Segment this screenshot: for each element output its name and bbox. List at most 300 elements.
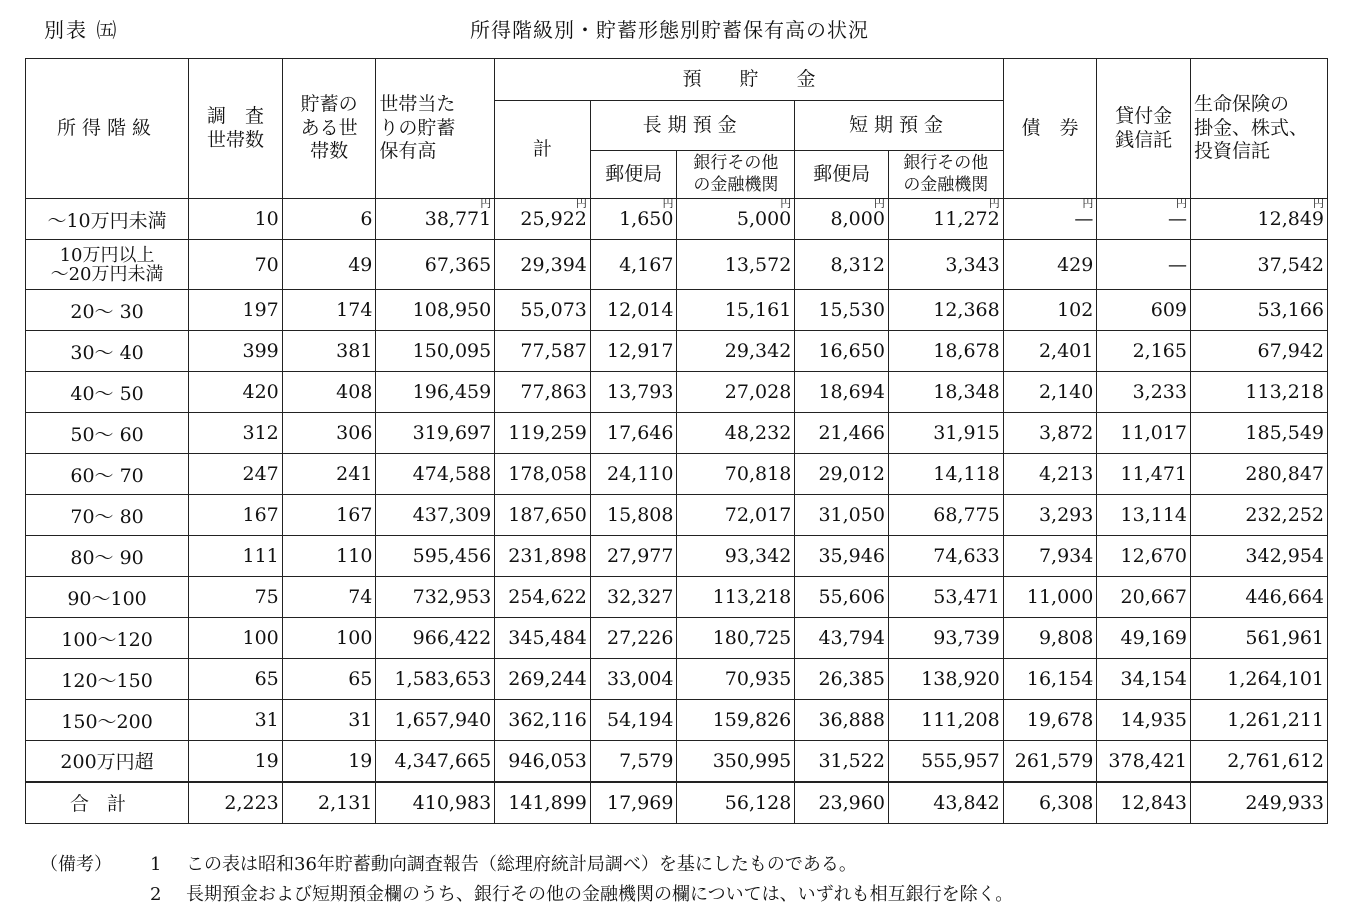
value-text: 429 — [1057, 253, 1094, 276]
value-text: 187,650 — [508, 504, 587, 526]
value-cell — [590, 618, 677, 659]
value-cell — [888, 413, 1003, 454]
value-text: 1,261,211 — [1227, 709, 1324, 731]
value-text: 77,587 — [520, 340, 587, 362]
value-cell — [376, 454, 495, 495]
value-text: 595,456 — [412, 545, 492, 567]
value-text: 1,264,101 — [1227, 668, 1324, 690]
value-cell — [888, 454, 1003, 495]
value-text: 4,213 — [1038, 463, 1094, 485]
value-text: 113,218 — [712, 586, 792, 608]
value-text: 2,131 — [318, 791, 373, 814]
value-cell — [1003, 741, 1097, 782]
value-text: 381 — [336, 340, 373, 362]
value-cell — [1003, 536, 1097, 577]
value-cell — [1003, 372, 1097, 413]
value-cell — [677, 413, 795, 454]
value-cell — [677, 199, 795, 240]
value-text: 2,401 — [1038, 340, 1094, 362]
col-insurance: 生命保険の 掛金、株式、 投資信託 — [1191, 59, 1328, 199]
value-cell — [282, 495, 376, 536]
value-cell — [795, 240, 889, 290]
value-text: 49,169 — [1120, 627, 1187, 649]
income-class-cell: 50～ 60 — [26, 413, 189, 454]
value-text: 8,000 — [830, 208, 885, 230]
table-row — [26, 618, 1328, 659]
value-text: 150,095 — [412, 340, 492, 362]
value-cell — [189, 372, 283, 413]
value-text: 11,017 — [1120, 422, 1187, 444]
value-text: 111,208 — [921, 709, 1000, 731]
value-cell — [282, 413, 376, 454]
value-cell — [1191, 741, 1328, 782]
value-text: 269,244 — [508, 668, 587, 690]
value-cell — [189, 290, 283, 331]
value-text: 93,739 — [933, 627, 1000, 649]
value-text: 6,308 — [1038, 791, 1094, 814]
value-text: 3,343 — [945, 253, 1000, 276]
note-text: この表は昭和36年貯蓄動向調査報告（総理府統計局調べ）を基にしたものである。 — [186, 854, 857, 875]
value-cell — [495, 240, 591, 290]
value-text: 9,808 — [1038, 627, 1094, 649]
value-cell — [376, 700, 495, 741]
value-cell — [795, 413, 889, 454]
value-cell — [590, 536, 677, 577]
value-cell — [677, 454, 795, 495]
value-text: 100 — [336, 627, 373, 649]
value-cell — [795, 372, 889, 413]
col-short-bank-other: 銀行その他 の金融機関 — [888, 151, 1003, 199]
value-cell — [1003, 618, 1097, 659]
table-row — [26, 782, 1328, 824]
value-cell — [1097, 659, 1191, 700]
value-cell — [376, 290, 495, 331]
value-text: 141,899 — [508, 791, 587, 814]
value-cell — [376, 495, 495, 536]
value-cell — [1097, 577, 1191, 618]
value-text: 27,977 — [606, 545, 674, 567]
value-text: 20,667 — [1120, 586, 1187, 608]
value-text: 8,312 — [830, 253, 885, 276]
value-text: 65 — [254, 668, 279, 690]
value-text: 12,368 — [933, 299, 1000, 321]
col-total: 計 — [495, 101, 591, 199]
value-cell — [1191, 536, 1328, 577]
value-cell — [495, 290, 591, 331]
value-cell — [1097, 618, 1191, 659]
value-cell — [495, 536, 591, 577]
value-text: 21,466 — [818, 422, 885, 444]
value-text: 13,793 — [606, 381, 674, 403]
value-cell — [677, 331, 795, 372]
value-text: 319,697 — [412, 422, 492, 444]
value-cell — [376, 577, 495, 618]
value-cell — [282, 454, 376, 495]
value-cell — [189, 741, 283, 782]
value-text: 2,140 — [1038, 381, 1094, 403]
value-cell — [376, 536, 495, 577]
value-text: 345,484 — [508, 627, 587, 649]
value-cell — [590, 577, 677, 618]
col-savings-per-household: 世帯当た りの貯蓄 保有高 — [376, 59, 495, 199]
value-text: 420 — [242, 381, 279, 403]
value-cell — [888, 331, 1003, 372]
value-cell — [1003, 700, 1097, 741]
value-cell — [1003, 659, 1097, 700]
value-cell — [1097, 700, 1191, 741]
value-cell — [1003, 290, 1097, 331]
value-text: 18,348 — [933, 381, 1000, 403]
value-cell — [590, 372, 677, 413]
value-text: 72,017 — [724, 504, 792, 526]
value-cell — [189, 618, 283, 659]
col-bonds: 債 券 — [1003, 59, 1097, 199]
value-text: 53,166 — [1257, 299, 1324, 321]
value-cell — [677, 782, 795, 824]
notes — [40, 850, 1013, 910]
value-cell — [888, 240, 1003, 290]
table-row — [26, 331, 1328, 372]
value-text: 111 — [242, 545, 279, 567]
value-text: 11,471 — [1120, 463, 1187, 485]
value-cell — [495, 741, 591, 782]
value-cell — [376, 372, 495, 413]
value-text: 561,961 — [1245, 627, 1324, 649]
unit-mark: 円 — [480, 197, 492, 210]
value-cell — [495, 577, 591, 618]
value-text: 36,888 — [818, 709, 885, 731]
value-cell — [888, 199, 1003, 240]
value-cell — [1097, 413, 1191, 454]
col-deposits-group: 預 貯 金 — [495, 59, 1004, 101]
value-text: 408 — [336, 381, 373, 403]
value-text: 474,588 — [412, 463, 492, 485]
value-text: 4,347,665 — [394, 749, 492, 772]
value-text: 231,898 — [508, 545, 587, 567]
value-cell — [1003, 413, 1097, 454]
value-cell — [282, 331, 376, 372]
value-cell — [795, 741, 889, 782]
value-cell — [590, 659, 677, 700]
value-cell — [495, 331, 591, 372]
page-title: 所得階級別・貯蓄形態別貯蓄保有高の状況 — [470, 18, 869, 42]
value-text: 2,165 — [1132, 340, 1187, 362]
value-cell — [888, 290, 1003, 331]
notes-prefix: （備考） — [40, 854, 112, 875]
value-text: 15,808 — [606, 504, 674, 526]
value-text: 5,000 — [736, 208, 792, 230]
income-class-cell: 60～ 70 — [26, 454, 189, 495]
value-cell — [376, 618, 495, 659]
col-long-bank-other: 銀行その他 の金融機関 — [677, 151, 795, 199]
income-class-cell: 80～ 90 — [26, 536, 189, 577]
value-cell — [590, 331, 677, 372]
unit-mark: 円 — [873, 197, 885, 210]
value-cell — [1003, 495, 1097, 536]
value-cell — [590, 700, 677, 741]
value-cell — [495, 199, 591, 240]
value-cell — [795, 700, 889, 741]
col-surveyed: 調 査 世帯数 — [189, 59, 283, 199]
table-row — [26, 577, 1328, 618]
value-cell — [888, 618, 1003, 659]
table-body — [26, 199, 1328, 824]
value-text: 24,110 — [606, 463, 674, 485]
value-cell — [590, 741, 677, 782]
value-text: 65 — [348, 668, 373, 690]
value-text: 185,549 — [1245, 422, 1324, 444]
income-class-cell: 90～100 — [26, 577, 189, 618]
value-text: 167 — [242, 504, 279, 526]
value-cell — [677, 700, 795, 741]
col-short-term: 短期預金 — [795, 101, 1003, 151]
value-cell — [282, 782, 376, 824]
value-cell — [282, 290, 376, 331]
value-text: 70,818 — [724, 463, 792, 485]
value-cell — [1191, 372, 1328, 413]
value-cell — [795, 577, 889, 618]
value-cell — [1191, 577, 1328, 618]
value-text: 55,073 — [520, 299, 587, 321]
value-cell — [376, 413, 495, 454]
value-text: 2,761,612 — [1227, 749, 1324, 772]
value-text: 11,000 — [1026, 586, 1094, 608]
value-text: 31,050 — [818, 504, 885, 526]
value-cell — [677, 741, 795, 782]
savings-table — [25, 58, 1328, 824]
value-cell — [590, 413, 677, 454]
table-row — [26, 199, 1328, 240]
value-cell — [282, 372, 376, 413]
value-text: 362,116 — [508, 709, 587, 731]
value-cell — [795, 454, 889, 495]
value-cell — [1003, 454, 1097, 495]
income-class-cell: 30～ 40 — [26, 331, 189, 372]
value-cell — [495, 700, 591, 741]
table-row — [26, 741, 1328, 782]
table-row — [26, 495, 1328, 536]
value-text: 16,154 — [1026, 668, 1094, 690]
value-cell — [590, 240, 677, 290]
value-text: 2,223 — [224, 791, 279, 814]
value-cell — [1097, 331, 1191, 372]
note-text: 長期預金および短期預金欄のうち、銀行その他の金融機関の欄については、いずれも相互銀行を除く。 — [186, 884, 1014, 905]
value-cell — [376, 659, 495, 700]
income-class-cell: 10万円以上 ～20万円未満 — [26, 240, 189, 290]
value-cell — [888, 782, 1003, 824]
value-text: 966,422 — [412, 627, 492, 649]
value-cell — [189, 659, 283, 700]
col-with-savings: 貯蓄の ある世 帯数 — [282, 59, 376, 199]
value-cell — [495, 413, 591, 454]
value-text: 25,922 — [520, 208, 587, 230]
income-class-cell: 40～ 50 — [26, 372, 189, 413]
value-cell — [677, 290, 795, 331]
value-text: 247 — [242, 463, 279, 485]
value-text: 19 — [254, 749, 279, 772]
value-text: 174 — [336, 299, 373, 321]
value-text: 43,794 — [818, 627, 885, 649]
value-cell — [1097, 454, 1191, 495]
value-cell — [888, 659, 1003, 700]
value-cell — [795, 331, 889, 372]
value-text: 13,114 — [1120, 504, 1187, 526]
value-text: 67,365 — [424, 253, 492, 276]
value-cell — [1097, 290, 1191, 331]
value-text: 167 — [336, 504, 373, 526]
value-cell — [1191, 700, 1328, 741]
value-cell — [376, 782, 495, 824]
value-text: 306 — [336, 422, 373, 444]
value-text: 197 — [242, 299, 279, 321]
table-row — [26, 372, 1328, 413]
value-text: 67,942 — [1257, 340, 1324, 362]
value-cell — [795, 618, 889, 659]
table-row — [26, 659, 1328, 700]
value-cell — [795, 536, 889, 577]
value-text: 27,226 — [606, 627, 674, 649]
value-cell — [1097, 782, 1191, 824]
value-text: 180,725 — [712, 627, 792, 649]
value-cell — [888, 741, 1003, 782]
value-text: 16,650 — [818, 340, 885, 362]
value-cell — [795, 782, 889, 824]
value-text: 34,154 — [1120, 668, 1187, 690]
value-cell — [677, 659, 795, 700]
value-text: 37,542 — [1257, 253, 1324, 276]
table-row — [26, 240, 1328, 290]
value-text: 119,259 — [508, 422, 587, 444]
col-long-term: 長期預金 — [590, 101, 794, 151]
value-text: — — [1168, 253, 1187, 276]
value-cell — [1191, 413, 1328, 454]
value-cell — [282, 577, 376, 618]
value-cell — [590, 454, 677, 495]
value-cell — [189, 240, 283, 290]
value-cell — [376, 199, 495, 240]
value-text: 18,678 — [933, 340, 1000, 362]
value-text: 19 — [348, 749, 373, 772]
value-text: 609 — [1150, 299, 1187, 321]
value-text: 19,678 — [1026, 709, 1094, 731]
value-text: 196,459 — [412, 381, 492, 403]
value-text: 437,309 — [412, 504, 492, 526]
value-text: 31 — [254, 709, 279, 731]
value-text: 49 — [348, 253, 373, 276]
value-cell — [1097, 240, 1191, 290]
income-class-cell: 合計 — [26, 782, 189, 824]
value-cell — [677, 372, 795, 413]
value-text: 33,004 — [606, 668, 674, 690]
value-text: 159,826 — [712, 709, 792, 731]
value-text: 232,252 — [1245, 504, 1324, 526]
value-cell — [282, 536, 376, 577]
table-row — [26, 290, 1328, 331]
value-text: 70 — [254, 253, 279, 276]
value-text: 12,917 — [606, 340, 674, 362]
unit-mark: 円 — [1176, 197, 1187, 210]
income-class-cell: ～10万円未満 — [26, 199, 189, 240]
value-text: 14,118 — [933, 463, 1000, 485]
value-text: 178,058 — [508, 463, 587, 485]
value-cell — [677, 240, 795, 290]
value-cell — [282, 618, 376, 659]
value-text: 29,394 — [520, 253, 587, 276]
value-text: 555,957 — [921, 749, 1000, 772]
value-cell — [189, 331, 283, 372]
value-text: 446,664 — [1245, 586, 1324, 608]
value-text: 4,167 — [619, 253, 674, 276]
value-text: 68,775 — [933, 504, 1000, 526]
value-text: 312 — [242, 422, 279, 444]
value-cell — [1191, 618, 1328, 659]
value-cell — [888, 700, 1003, 741]
value-text: 15,530 — [818, 299, 885, 321]
value-text: 350,995 — [712, 749, 792, 772]
value-cell — [590, 495, 677, 536]
value-text: 3,233 — [1132, 381, 1187, 403]
value-cell — [888, 372, 1003, 413]
unit-mark: 円 — [575, 197, 587, 210]
value-cell — [282, 240, 376, 290]
value-text: 12,843 — [1120, 791, 1187, 814]
value-text: 75 — [254, 586, 279, 608]
col-short-post-office: 郵便局 — [795, 151, 889, 199]
value-cell — [888, 495, 1003, 536]
value-text: 11,272 — [933, 208, 1000, 230]
value-cell — [1097, 536, 1191, 577]
unit-mark: 円 — [1082, 197, 1094, 210]
value-cell — [1003, 331, 1097, 372]
value-text: 74,633 — [933, 545, 1000, 567]
value-text: 342,954 — [1245, 545, 1324, 567]
income-class-cell: 200万円超 — [26, 741, 189, 782]
value-text: 399 — [242, 340, 279, 362]
value-cell — [590, 782, 677, 824]
note-number: 1 — [150, 854, 162, 875]
value-text: 31,522 — [818, 749, 885, 772]
value-cell — [677, 495, 795, 536]
value-text: 7,934 — [1038, 545, 1094, 567]
value-cell — [1191, 331, 1328, 372]
value-text: 3,872 — [1038, 422, 1094, 444]
income-class-cell: 70～ 80 — [26, 495, 189, 536]
value-cell — [1003, 577, 1097, 618]
value-text: 10 — [254, 208, 279, 230]
value-text: 17,969 — [606, 791, 674, 814]
value-cell — [189, 577, 283, 618]
value-text: 249,933 — [1245, 791, 1324, 814]
value-cell — [795, 659, 889, 700]
value-cell — [495, 495, 591, 536]
income-class-cell: 150～200 — [26, 700, 189, 741]
value-text: 32,327 — [606, 586, 674, 608]
value-cell — [1191, 290, 1328, 331]
table-number: 別表 ㈤ — [44, 18, 119, 42]
value-cell — [1097, 741, 1191, 782]
note-row — [40, 880, 1013, 910]
value-cell — [677, 577, 795, 618]
value-cell — [1191, 659, 1328, 700]
value-cell — [376, 331, 495, 372]
value-cell — [677, 536, 795, 577]
value-text: 3,293 — [1038, 504, 1094, 526]
value-text: 110 — [336, 545, 373, 567]
value-text: 378,421 — [1108, 749, 1187, 772]
value-text: 74 — [348, 586, 373, 608]
value-cell — [795, 495, 889, 536]
value-cell — [189, 454, 283, 495]
